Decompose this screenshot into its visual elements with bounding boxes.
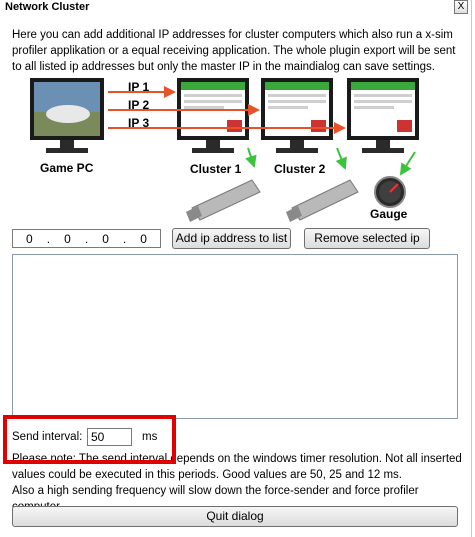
window-title: Network Cluster bbox=[5, 1, 90, 13]
cluster3-monitor-icon bbox=[347, 78, 419, 153]
note-line-1: Please note: The send interval depends on the windows timer resolution. Not all inserted values could be executed in this periods. Good values are 50, 25 and 12 ms. bbox=[12, 453, 462, 481]
note-line-2: Also a high sending frequency will slow down the force-sender and force profiler bbox=[12, 485, 419, 497]
close-icon[interactable]: X bbox=[454, 0, 468, 14]
remove-ip-button[interactable]: Remove selected ip bbox=[304, 228, 430, 249]
description-text: Here you can add additional IP addresses for cluster computers which also run a x-sim profiler applikation or a equal receiving application. The whole plugin export will be sent to all listed ip addresses but only the master IP in the maindialog can save settings. bbox=[12, 29, 456, 73]
ip2-label: IP 2 bbox=[128, 98, 150, 112]
quit-dialog-button[interactable]: Quit dialog bbox=[12, 506, 458, 527]
cluster-diagram bbox=[20, 76, 450, 226]
game-pc-monitor-icon bbox=[30, 78, 104, 153]
send-interval-input[interactable]: 50 bbox=[87, 428, 132, 446]
send-interval-unit: ms bbox=[142, 431, 158, 443]
actuator2-icon bbox=[286, 180, 358, 222]
send-interval-label: Send interval: bbox=[12, 431, 83, 443]
ip-dot-2: . bbox=[84, 231, 89, 246]
ip-octet-2[interactable]: 0 bbox=[64, 231, 71, 246]
gauge-icon bbox=[375, 177, 405, 207]
ip-dot-3: . bbox=[122, 231, 127, 246]
add-ip-button[interactable]: Add ip address to list bbox=[172, 228, 291, 249]
green-arrow-1 bbox=[248, 148, 254, 166]
ip3-label: IP 3 bbox=[128, 116, 150, 130]
game-pc-label: Game PC bbox=[40, 161, 94, 175]
ip-octet-3[interactable]: 0 bbox=[102, 231, 109, 246]
actuator1-icon bbox=[186, 180, 260, 222]
cluster1-label: Cluster 1 bbox=[190, 162, 242, 176]
ip-list[interactable] bbox=[12, 254, 458, 419]
green-arrow-3 bbox=[401, 152, 415, 174]
cluster2-label: Cluster 2 bbox=[274, 162, 326, 176]
gauge-label: Gauge bbox=[370, 207, 408, 221]
ip1-label: IP 1 bbox=[128, 80, 150, 94]
ip-octet-4[interactable]: 0 bbox=[140, 231, 147, 246]
ip-octet-1[interactable]: 0 bbox=[26, 231, 33, 246]
cluster2-monitor-icon bbox=[261, 78, 333, 153]
title-bar bbox=[0, 0, 468, 15]
send-interval-highlight bbox=[3, 415, 176, 464]
green-arrow-2 bbox=[337, 148, 345, 168]
cluster1-monitor-icon bbox=[177, 78, 249, 153]
ip-address-input[interactable] bbox=[12, 229, 161, 248]
ip-dot-1: . bbox=[46, 231, 51, 246]
